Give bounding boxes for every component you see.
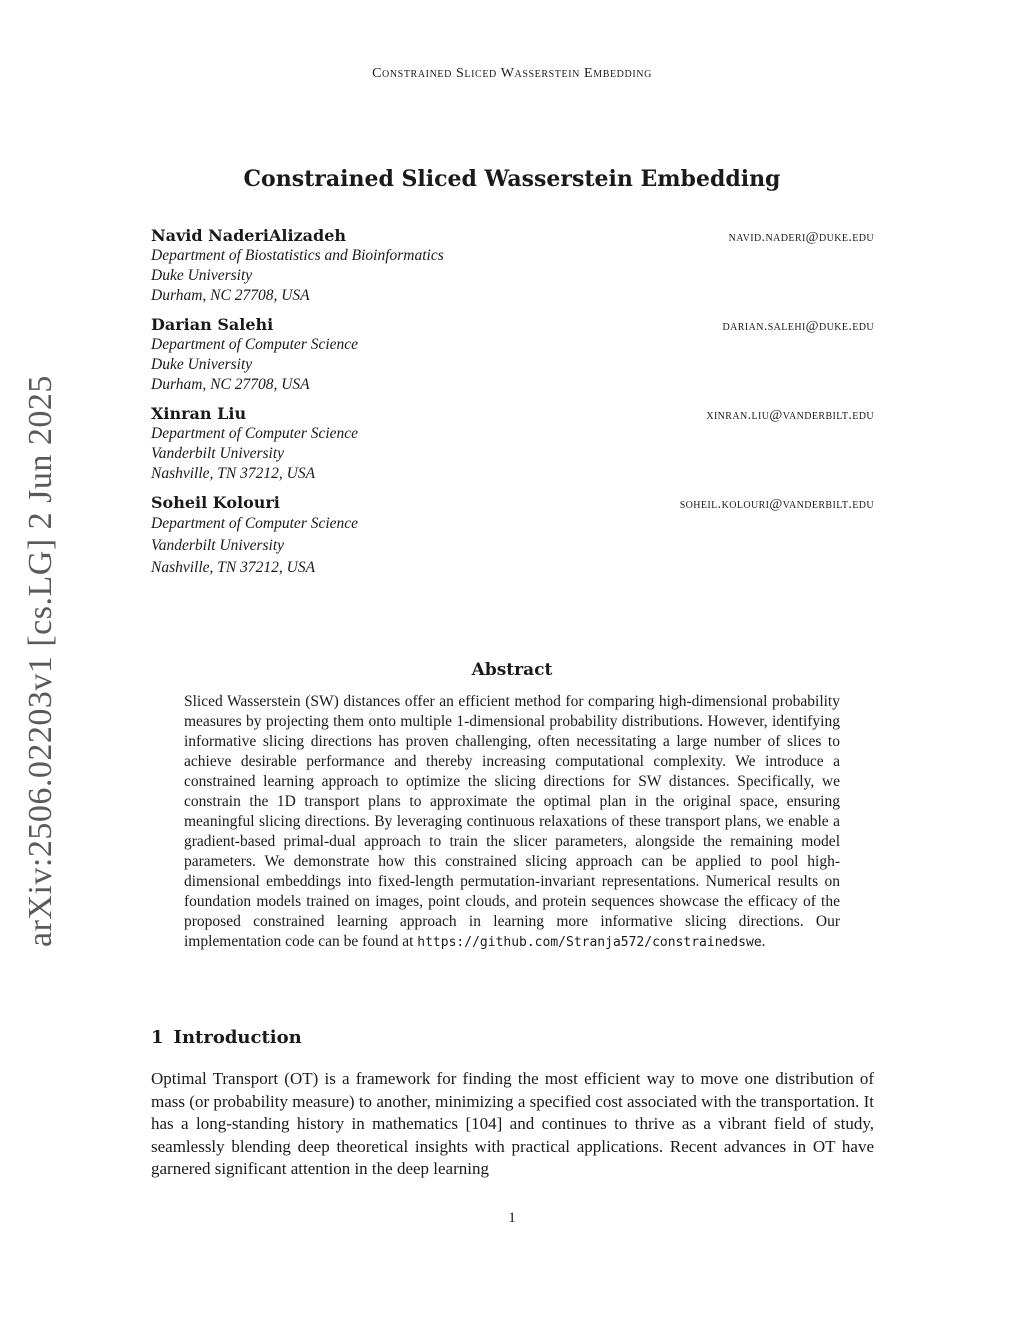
- author-department: Department of Computer Science: [151, 515, 359, 532]
- author-institution: Duke University: [151, 356, 253, 373]
- author-name: Xinran Liu: [151, 404, 247, 423]
- paper-title: Constrained Sliced Wasserstein Embedding: [243, 166, 781, 192]
- page-number: 1: [508, 1210, 516, 1226]
- author-name: Navid NaderiAlizadeh: [151, 226, 347, 245]
- author-location: Nashville, TN 37212, USA: [151, 465, 316, 482]
- author-location: Nashville, TN 37212, USA: [151, 559, 316, 576]
- author-block: [151, 404, 874, 484]
- author-name: Darian Salehi: [151, 315, 274, 334]
- author-email[interactable]: soheil.kolouri@vanderbilt.edu: [679, 497, 874, 512]
- running-head: Constrained Sliced Wasserstein Embedding: [372, 66, 652, 81]
- author-list: [151, 226, 874, 588]
- section-title: Introduction: [173, 1027, 302, 1048]
- author-department: Department of Computer Science: [151, 425, 359, 442]
- author-location: Durham, NC 27708, USA: [151, 376, 310, 393]
- author-email[interactable]: darian.salehi@duke.edu: [722, 319, 874, 334]
- author-block: [151, 226, 874, 306]
- code-repository-link[interactable]: https://github.com/Stranja572/constrainedswe: [417, 935, 762, 950]
- author-email[interactable]: navid.naderi@duke.edu: [728, 230, 874, 245]
- section-heading: [151, 1027, 302, 1048]
- abstract-heading: Abstract: [471, 660, 553, 680]
- author-department: Department of Biostatistics and Bioinformatics: [151, 247, 444, 264]
- abstract-text: Sliced Wasserstein (SW) distances offer an efficient method for comparing high-dimensional probability measures by projecting them onto multiple 1-dimensional probability distributions. However, identifying informative slicing directions has proven challenging, often necessitating a large number of slices to achieve desirable performance and thereby increasing computational complexity. We introduce a constrained learning approach to optimize the slicing directions for SW distances. Specifically, we constrain the 1D transport plans to approximate the optimal plan in the original space, ensuring meaningful slicing directions. By leveraging continuous relaxations of these transport plans, we enable a gradient-based primal-dual approach to train the slicer parameters, alongside the remaining model parameters. We demonstrate how this constrained slicing approach can be applied to pool high-dimensional embeddings into fixed-length permutation-invariant representations. Numerical results on foundation models trained on images, point clouds, and protein sequences showcase the efficacy of the proposed constrained learning approach in learning more informative slicing directions. Our implementation code can be found at: [184, 693, 840, 950]
- author-block: [151, 493, 874, 579]
- arxiv-identifier-stamp: arXiv:2506.02203v1 [cs.LG] 2 Jun 2025: [22, 375, 59, 947]
- author-department: Department of Computer Science: [151, 336, 359, 353]
- introduction-paragraph: Optimal Transport (OT) is a framework for finding the most efficient way to move one distribution of mass (or probability measure) to another, minimizing a specified cost associated with the transportation. It has a long-standing history in mathematics [104] and continues to thrive as a vibrant field of study, seamlessly blending deep theoretical insights with practical applications. Recent advances in OT have garnered significant attention in the deep learning: [151, 1069, 874, 1178]
- author-institution: Vanderbilt University: [151, 537, 285, 554]
- author-institution: Duke University: [151, 267, 253, 284]
- section-number: 1: [151, 1027, 164, 1048]
- author-email[interactable]: xinran.liu@vanderbilt.edu: [706, 408, 874, 423]
- author-location: Durham, NC 27708, USA: [151, 287, 310, 304]
- abstract-end-period: .: [761, 933, 766, 950]
- author-name: Soheil Kolouri: [151, 493, 280, 512]
- abstract-body: [184, 692, 840, 953]
- author-institution: Vanderbilt University: [151, 445, 285, 462]
- author-block: [151, 315, 874, 395]
